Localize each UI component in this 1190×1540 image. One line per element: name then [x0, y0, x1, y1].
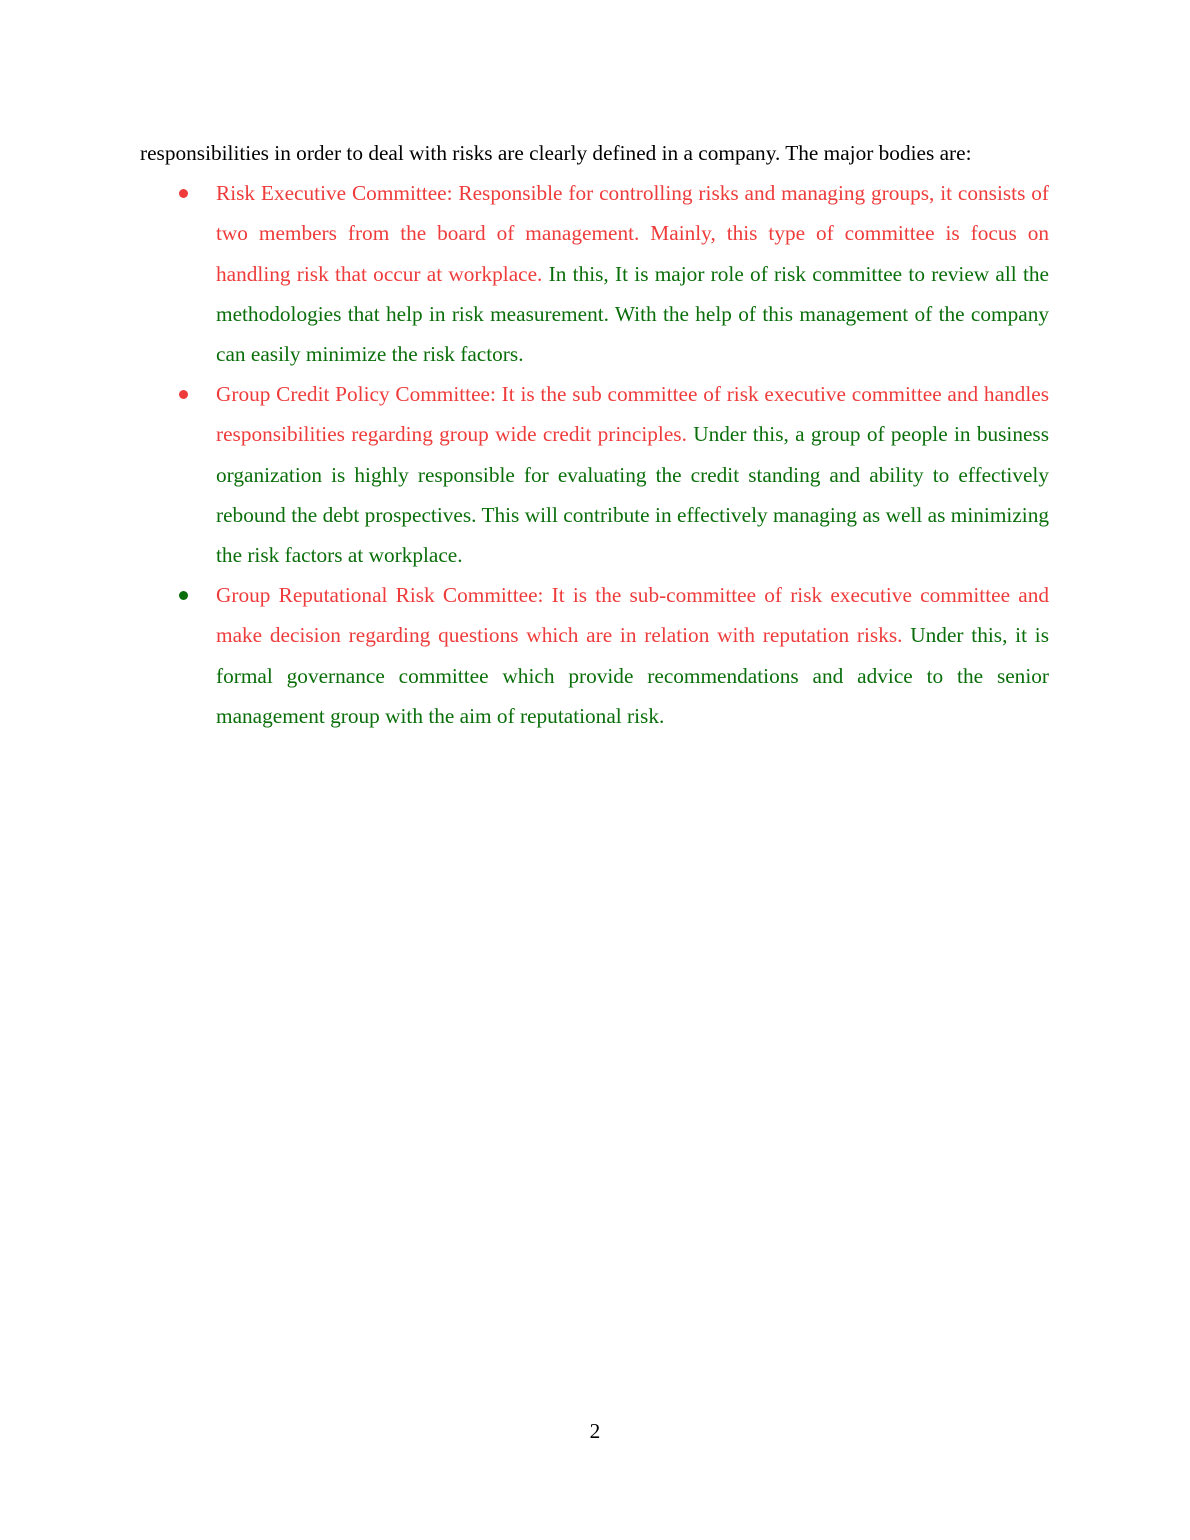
bullet-icon: [179, 189, 188, 198]
highlighted-text-green: Under this, it is formal governance committee which provide recommendations and advice to the senior management group with the aim of reputational risk.: [216, 623, 1050, 728]
document-body: [140, 133, 1049, 736]
list-item: [140, 575, 1049, 736]
highlighted-text-red: Group Reputational Risk Committee: It is the sub-committee of risk executive committee and make decision regarding questions which are in relation with reputation risks.: [216, 583, 1049, 648]
highlighted-text-green: Under this, a group of people in business organization is highly responsible for evaluating the credit standing and ability to effectively rebound the debt prospectives. This will contribute in effectively managing as well as minimizing the risk factors at workplace.: [216, 422, 1050, 568]
page-number: 2: [589, 1419, 601, 1443]
intro-paragraph: responsibilities in order to deal with risks are clearly defined in a company. The major bodies are:: [140, 141, 972, 165]
list-item: [140, 173, 1049, 374]
highlighted-text-red: Risk Executive Committee: Responsible for controlling risks and managing groups, it consists of two members from the board of management. Mainly, this type of committee is focus on handling risk that occur at workplace.: [216, 181, 1049, 286]
bullet-icon: [179, 591, 188, 600]
highlighted-text-red: Group Credit Policy Committee: It is the sub committee of risk executive committee and handles responsibilities regarding group wide credit principles.: [216, 382, 1049, 447]
bullet-icon: [179, 390, 188, 399]
highlighted-text-green: In this, It is major role of risk committee to review all the methodologies that help in risk measurement. With the help of this management of the company can easily minimize the risk factors.: [216, 261, 1049, 367]
committee-list: [140, 173, 1049, 736]
list-item: [140, 374, 1049, 575]
